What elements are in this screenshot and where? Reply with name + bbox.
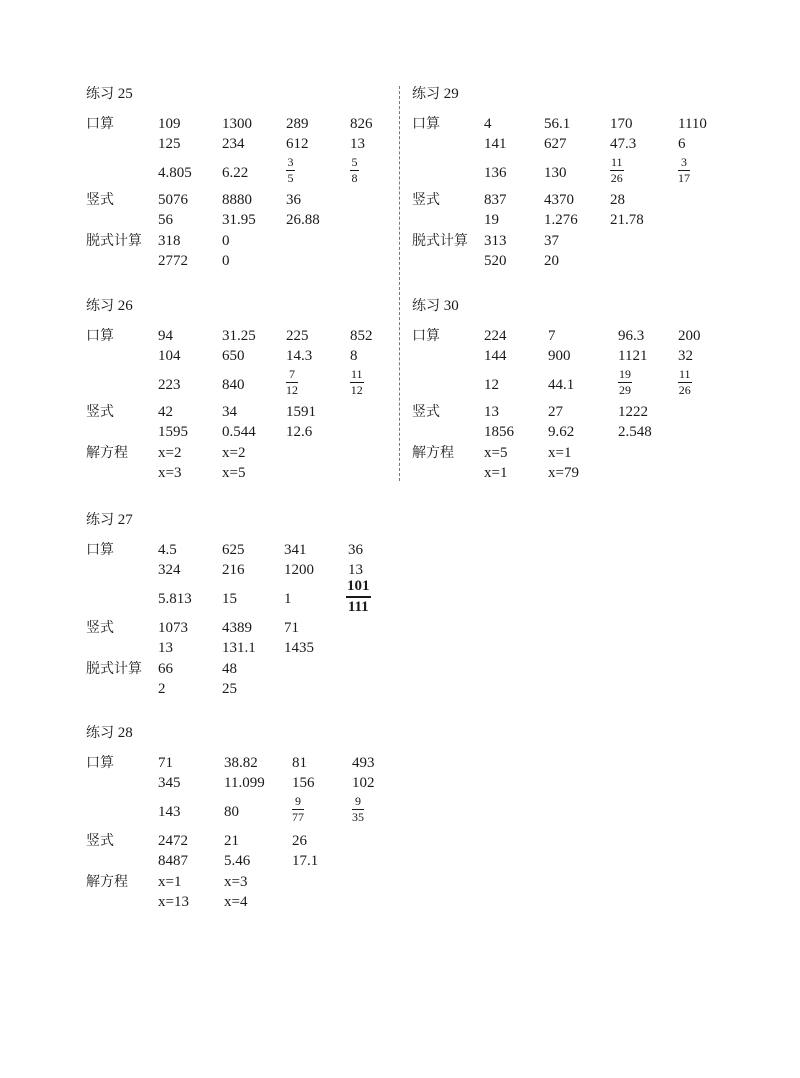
answer: 318 — [158, 233, 181, 249]
fraction-answer: 9 77 — [292, 794, 304, 824]
answer: 324 — [158, 562, 181, 578]
answer: 225 — [286, 328, 309, 344]
answer: 493 — [352, 755, 375, 771]
answer: 289 — [286, 116, 309, 132]
fraction-answer: 3 5 — [287, 155, 294, 185]
answer: 650 — [222, 348, 245, 364]
label-equation: 解方程 — [86, 445, 128, 461]
label-detach: 脱式计算 — [412, 233, 468, 249]
answer: 81 — [292, 755, 307, 771]
answer: 200 — [678, 328, 701, 344]
answer: x=3 — [158, 465, 182, 481]
answer: 141 — [484, 136, 507, 152]
answer: x=79 — [548, 465, 579, 481]
answer: 9.62 — [548, 424, 575, 440]
answer: x=3 — [224, 874, 248, 890]
answer: 48 — [222, 661, 237, 677]
label-equation: 解方程 — [86, 874, 128, 890]
label-vertical: 竖式 — [86, 404, 114, 420]
answer: 612 — [286, 136, 309, 152]
answer: 1 — [284, 591, 292, 607]
label-vertical: 竖式 — [86, 620, 114, 636]
answer: 14.3 — [286, 348, 313, 364]
answer: 144 — [484, 348, 507, 364]
answer: 42 — [158, 404, 173, 420]
answer: 26 — [292, 833, 307, 849]
answer: 4 — [484, 116, 492, 132]
exercise-title: 练习 29 — [412, 86, 459, 102]
answer: 8880 — [222, 192, 252, 208]
answer: 5076 — [158, 192, 188, 208]
answer: 156 — [292, 775, 315, 791]
answer: 170 — [610, 116, 633, 132]
answer: x=2 — [222, 445, 246, 461]
answer: x=1 — [484, 465, 508, 481]
answer: 31.25 — [222, 328, 256, 344]
answer: 71 — [158, 755, 173, 771]
exercise-title: 练习 30 — [412, 298, 459, 314]
fraction-answer: 9 35 — [352, 794, 364, 824]
label-vertical: 竖式 — [86, 833, 114, 849]
answer: 837 — [484, 192, 507, 208]
answer: 36 — [286, 192, 301, 208]
answer: 21.78 — [610, 212, 644, 228]
label-oral: 口算 — [86, 542, 114, 558]
answer: 2 — [158, 681, 166, 697]
label-vertical: 竖式 — [86, 192, 114, 208]
answer: x=4 — [224, 894, 248, 910]
answer: 5.813 — [158, 591, 192, 607]
answer: 1121 — [618, 348, 648, 364]
answer: 313 — [484, 233, 507, 249]
answer: 826 — [350, 116, 373, 132]
answer: x=1 — [158, 874, 182, 890]
answer: 1200 — [284, 562, 314, 578]
answer: 8487 — [158, 853, 188, 869]
answer: 224 — [484, 328, 507, 344]
answer: 102 — [352, 775, 375, 791]
answer: 520 — [484, 253, 507, 269]
answer: 47.3 — [610, 136, 637, 152]
answer: 71 — [284, 620, 299, 636]
fraction-answer: 11 26 — [610, 155, 623, 185]
answer: 12 — [484, 377, 499, 393]
answer: x=13 — [158, 894, 189, 910]
answer: 13 — [350, 136, 365, 152]
answer: 1300 — [222, 116, 252, 132]
label-detach: 脱式计算 — [86, 233, 142, 249]
answer: 13 — [348, 562, 363, 578]
answer: 1.276 — [544, 212, 578, 228]
answer: 234 — [222, 136, 245, 152]
answer: 216 — [222, 562, 245, 578]
label-vertical: 竖式 — [412, 192, 440, 208]
answer: 1435 — [284, 640, 314, 656]
answer: x=2 — [158, 445, 182, 461]
answer: 627 — [544, 136, 567, 152]
answer: x=1 — [548, 445, 572, 461]
answer: 80 — [224, 804, 239, 820]
answer: 44.1 — [548, 377, 575, 393]
answer: 37 — [544, 233, 559, 249]
answer: 136 — [484, 165, 507, 181]
answer: 56.1 — [544, 116, 571, 132]
answer: 5.46 — [224, 853, 251, 869]
answer: 25 — [222, 681, 237, 697]
label-oral: 口算 — [86, 755, 114, 771]
fraction-answer: 101 111 — [347, 578, 370, 615]
fraction-answer: 19 29 — [619, 367, 631, 397]
answer: 36 — [348, 542, 363, 558]
label-oral: 口算 — [86, 116, 114, 132]
exercise-title: 练习 27 — [86, 512, 133, 528]
answer: 625 — [222, 542, 245, 558]
answer: 223 — [158, 377, 181, 393]
answer: 32 — [678, 348, 693, 364]
answer: 17.1 — [292, 853, 319, 869]
fraction-answer: 7 12 — [286, 367, 298, 397]
answer: 2.548 — [618, 424, 652, 440]
answer: 1073 — [158, 620, 188, 636]
label-oral: 口算 — [412, 328, 440, 344]
answer: 4389 — [222, 620, 252, 636]
answer: 6.22 — [222, 165, 249, 181]
answer: 11.099 — [224, 775, 265, 791]
answer: 104 — [158, 348, 181, 364]
fraction-answer: 3 17 — [678, 155, 690, 185]
answer: 341 — [284, 542, 307, 558]
answer: 19 — [484, 212, 499, 228]
answer: 1591 — [286, 404, 316, 420]
answer: 38.82 — [224, 755, 258, 771]
answer: 66 — [158, 661, 173, 677]
answer: 13 — [484, 404, 499, 420]
answer: 31.95 — [222, 212, 256, 228]
column-divider — [399, 86, 400, 481]
answer: 28 — [610, 192, 625, 208]
answer: 56 — [158, 212, 173, 228]
answer: x=5 — [222, 465, 246, 481]
answer: 2472 — [158, 833, 188, 849]
answer: 6 — [678, 136, 686, 152]
answer: 20 — [544, 253, 559, 269]
answer: 125 — [158, 136, 181, 152]
answer: 96.3 — [618, 328, 645, 344]
answer: 1110 — [678, 116, 707, 132]
answer: 131.1 — [222, 640, 256, 656]
answer: 26.88 — [286, 212, 320, 228]
exercise-title: 练习 25 — [86, 86, 133, 102]
answer: 840 — [222, 377, 245, 393]
answer: 4370 — [544, 192, 574, 208]
answer: 4.5 — [158, 542, 177, 558]
fraction-answer: 5 8 — [351, 155, 358, 185]
answer: 94 — [158, 328, 173, 344]
answer: 1222 — [618, 404, 648, 420]
fraction-answer: 11 12 — [350, 367, 363, 397]
answer: 852 — [350, 328, 373, 344]
label-detach: 脱式计算 — [86, 661, 142, 677]
answer: 34 — [222, 404, 237, 420]
answer: 12.6 — [286, 424, 313, 440]
answer: 4.805 — [158, 165, 192, 181]
answer: x=5 — [484, 445, 508, 461]
answer: 1595 — [158, 424, 188, 440]
label-oral: 口算 — [412, 116, 440, 132]
answer: 143 — [158, 804, 181, 820]
answer: 0.544 — [222, 424, 256, 440]
answer: 0 — [222, 253, 230, 269]
fraction-answer: 11 26 — [678, 367, 691, 397]
exercise-title: 练习 26 — [86, 298, 133, 314]
answer: 13 — [158, 640, 173, 656]
answer: 130 — [544, 165, 567, 181]
answer: 21 — [224, 833, 239, 849]
answer: 27 — [548, 404, 563, 420]
answer: 1856 — [484, 424, 514, 440]
answer: 345 — [158, 775, 181, 791]
label-vertical: 竖式 — [412, 404, 440, 420]
answer: 2772 — [158, 253, 188, 269]
answer: 109 — [158, 116, 181, 132]
exercise-title: 练习 28 — [86, 725, 133, 741]
answer: 0 — [222, 233, 230, 249]
answer: 15 — [222, 591, 237, 607]
answer: 7 — [548, 328, 556, 344]
label-equation: 解方程 — [412, 445, 454, 461]
answer: 900 — [548, 348, 571, 364]
label-oral: 口算 — [86, 328, 114, 344]
answer: 8 — [350, 348, 358, 364]
